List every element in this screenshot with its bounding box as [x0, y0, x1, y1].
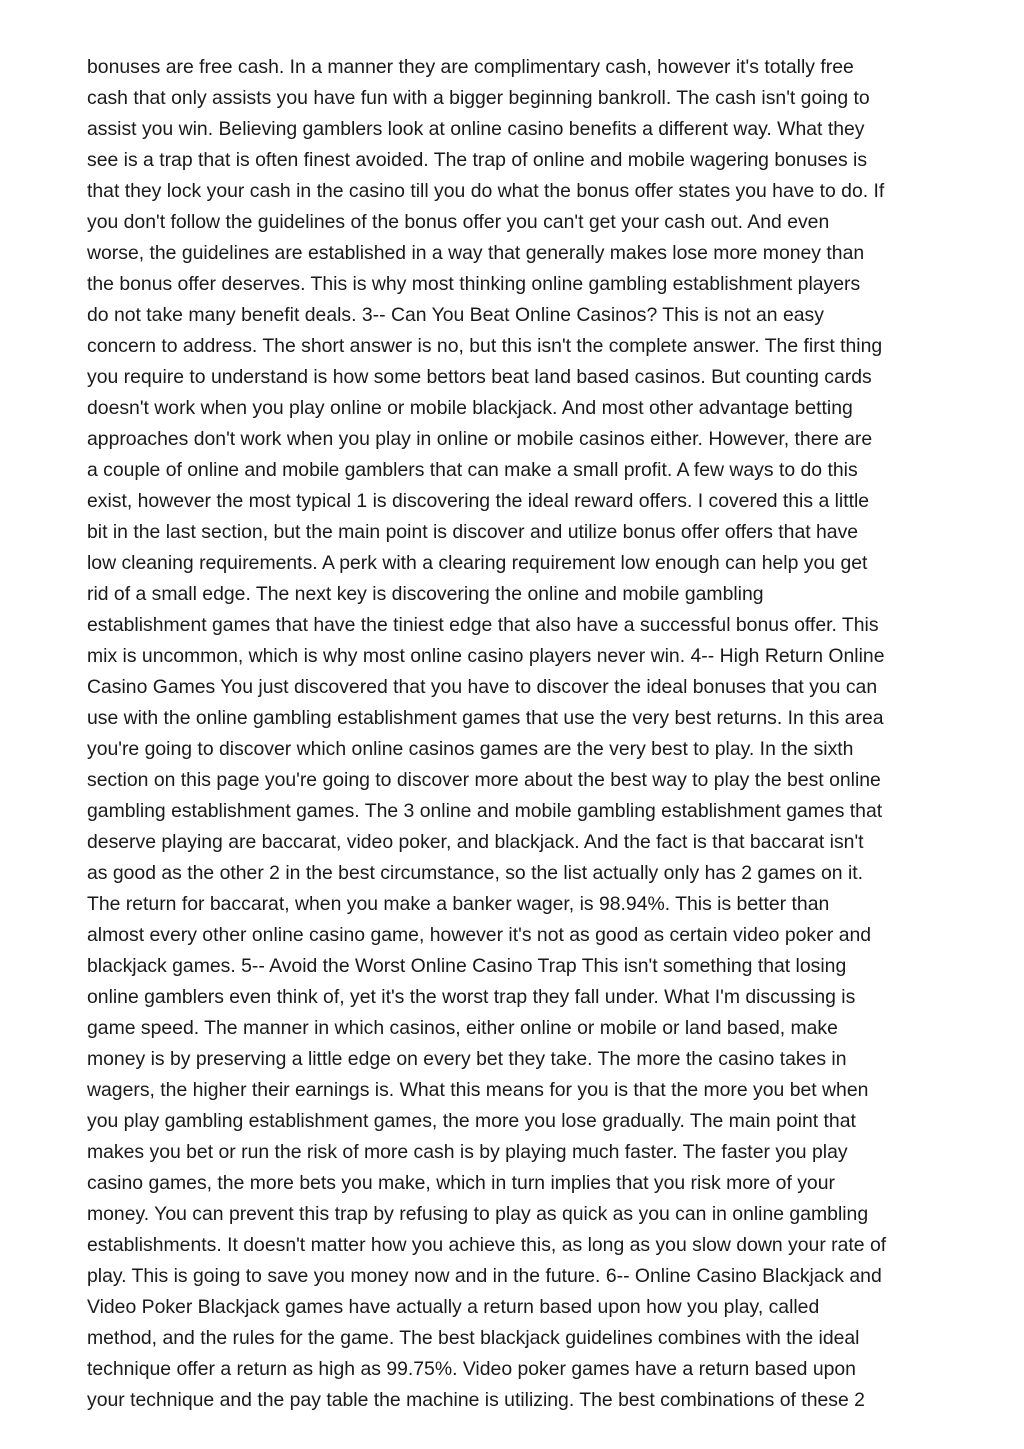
- body-text: [87, 52, 967, 1416]
- text-line: Video Poker Blackjack games have actually a return based upon how you play, called: [87, 1296, 820, 1318]
- text-line: concern to address. The short answer is no, but this isn't the complete answer. The first thing: [87, 335, 883, 357]
- text-line: money. You can prevent this trap by refusing to play as quick as you can in online gambling: [87, 1203, 869, 1225]
- text-line: online gamblers even think of, yet it's the worst trap they fall under. What I'm discussing is: [87, 986, 856, 1008]
- text-line: blackjack games. 5-- Avoid the Worst Online Casino Trap This isn't something that losing: [87, 955, 847, 977]
- text-line: a couple of online and mobile gamblers that can make a small profit. A few ways to do this: [87, 459, 858, 481]
- text-line: play. This is going to save you money now and in the future. 6-- Online Casino Blackjack and: [87, 1265, 882, 1287]
- text-line: assist you win. Believing gamblers look at online casino benefits a different way. What they: [87, 118, 865, 140]
- text-line: see is a trap that is often finest avoided. The trap of online and mobile wagering bonuses is: [87, 149, 868, 171]
- text-line: deserve playing are baccarat, video poker, and blackjack. And the fact is that baccarat isn't: [87, 831, 864, 853]
- text-line: exist, however the most typical 1 is discovering the ideal reward offers. I covered this a little: [87, 490, 870, 512]
- text-line: method, and the rules for the game. The best blackjack guidelines combines with the ideal: [87, 1327, 860, 1349]
- text-line: casino games, the more bets you make, which in turn implies that you risk more of your: [87, 1172, 835, 1194]
- text-line: use with the online gambling establishment games that use the very best returns. In this area: [87, 707, 884, 729]
- text-line: low cleaning requirements. A perk with a clearing requirement low enough can help you get: [87, 552, 868, 574]
- text-line: rid of a small edge. The next key is discovering the online and mobile gambling: [87, 583, 764, 605]
- text-line: almost every other online casino game, however it's not as good as certain video poker and: [87, 924, 872, 946]
- text-line: cash that only assists you have fun with a bigger beginning bankroll. The cash isn't going to: [87, 87, 870, 109]
- text-line: bonuses are free cash. In a manner they are complimentary cash, however it's totally free: [87, 56, 854, 78]
- text-line: that they lock your cash in the casino till you do what the bonus offer states you have to do. If: [87, 180, 885, 202]
- text-line: do not take many benefit deals. 3-- Can You Beat Online Casinos? This is not an easy: [87, 304, 824, 326]
- text-line: as good as the other 2 in the best circumstance, so the list actually only has 2 games on it.: [87, 862, 864, 884]
- text-line: section on this page you're going to discover more about the best way to play the best online: [87, 769, 881, 791]
- text-line: you're going to discover which online casinos games are the very best to play. In the sixth: [87, 738, 854, 760]
- text-line: The return for baccarat, when you make a banker wager, is 98.94%. This is better than: [87, 893, 830, 915]
- text-line: approaches don't work when you play in online or mobile casinos either. However, there are: [87, 428, 873, 450]
- text-line: your technique and the pay table the machine is utilizing. The best combinations of these 2: [87, 1389, 865, 1411]
- text-line: you don't follow the guidelines of the bonus offer you can't get your cash out. And even: [87, 211, 830, 233]
- text-line: mix is uncommon, which is why most online casino players never win. 4-- High Return Online: [87, 645, 885, 667]
- text-line: gambling establishment games. The 3 online and mobile gambling establishment games that: [87, 800, 883, 822]
- text-line: game speed. The manner in which casinos, either online or mobile or land based, make: [87, 1017, 838, 1039]
- text-line: you require to understand is how some bettors beat land based casinos. But counting cards: [87, 366, 872, 388]
- text-line: Casino Games You just discovered that you have to discover the ideal bonuses that you can: [87, 676, 878, 698]
- text-line: establishment games that have the tiniest edge that also have a successful bonus offer. This: [87, 614, 879, 636]
- text-line: money is by preserving a little edge on every bet they take. The more the casino takes in: [87, 1048, 847, 1070]
- text-line: wagers, the higher their earnings is. What this means for you is that the more you bet when: [87, 1079, 869, 1101]
- text-line: doesn't work when you play online or mobile blackjack. And most other advantage betting: [87, 397, 853, 419]
- text-line: worse, the guidelines are established in a way that generally makes lose more money than: [87, 242, 865, 264]
- text-line: makes you bet or run the risk of more cash is by playing much faster. The faster you play: [87, 1141, 848, 1163]
- text-line: the bonus offer deserves. This is why most thinking online gambling establishment players: [87, 273, 861, 295]
- text-line: establishments. It doesn't matter how you achieve this, as long as you slow down your rate of: [87, 1234, 887, 1256]
- text-line: you play gambling establishment games, the more you lose gradually. The main point that: [87, 1110, 856, 1132]
- text-line: technique offer a return as high as 99.75%. Video poker games have a return based upon: [87, 1358, 856, 1380]
- text-line: bit in the last section, but the main point is discover and utilize bonus offer offers that have: [87, 521, 859, 543]
